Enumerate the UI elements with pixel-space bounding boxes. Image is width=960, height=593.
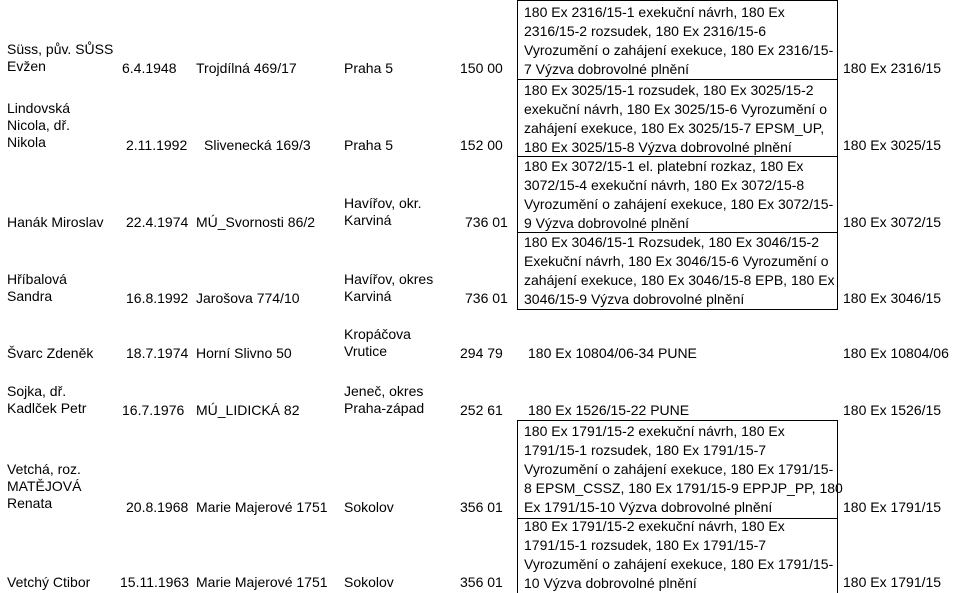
- zip-code: 152 00: [460, 137, 503, 153]
- document-description: 180 Ex 3025/15-1 rozsudek, 180 Ex 3025/15-2 exekuční návrh, 180 Ex 3025/15-6 Vyrozumění o zahájení exekuce, 180 Ex 3025/15-7 EPSM_UP, 180 Ex 3025/15-8 Výzva dobrovolné plnění: [524, 82, 827, 155]
- city: Havířov, okres Karviná: [344, 271, 434, 304]
- document-description: 180 Ex 1526/15-22 PUNE: [528, 402, 690, 418]
- person-name: Vetchý Ctibor: [7, 574, 91, 590]
- case-number: 180 Ex 1791/15: [843, 499, 942, 515]
- person-name: Hříbalová Sandra: [7, 271, 67, 304]
- case-number: 180 Ex 1526/15: [843, 402, 942, 418]
- zip-code: 356 01: [460, 499, 503, 515]
- birth-date: 6.4.1948: [122, 60, 177, 76]
- person-name: Švarc Zdeněk: [7, 345, 94, 361]
- person-name: Hanák Miroslav: [7, 214, 104, 230]
- document-description: 180 Ex 1791/15-2 exekuční návrh, 180 Ex 1791/15-1 rozsudek, 180 Ex 1791/15-7 Vyrozumění o zahájení exekuce, 180 Ex 1791/15- 10 Výzva dobrovolné plnění: [524, 518, 834, 591]
- birth-date: 16.7.1976: [122, 402, 185, 418]
- birth-date: 16.8.1992: [126, 290, 189, 306]
- desc-left-border-lower: [517, 420, 518, 593]
- case-number: 180 Ex 3025/15: [843, 137, 942, 153]
- case-number: 180 Ex 1791/15: [843, 574, 942, 590]
- document-description: 180 Ex 2316/15-1 exekuční návrh, 180 Ex 2316/15-2 rozsudek, 180 Ex 2316/15-6 Vyrozumění o zahájení exekuce, 180 Ex 2316/15- 7 Výzva dobrovolné plnění: [524, 4, 834, 77]
- document-description: 180 Ex 10804/06-34 PUNE: [528, 345, 697, 361]
- desc-row-divider-5: [517, 420, 838, 421]
- city: Havířov, okr. Karviná: [344, 195, 422, 228]
- city: Sokolov: [344, 499, 394, 515]
- desc-top-border: [517, 0, 838, 1]
- zip-code: 252 61: [460, 402, 503, 418]
- case-number: 180 Ex 3046/15: [843, 290, 942, 306]
- desc-left-border-upper: [517, 0, 518, 309]
- person-name: Süss, pův. SŮSS Evžen: [7, 41, 114, 74]
- birth-date: 22.4.1974: [126, 214, 189, 230]
- birth-date: 20.8.1968: [126, 499, 189, 515]
- street-address: Marie Majerové 1751: [196, 499, 328, 515]
- birth-date: 18.7.1974: [126, 345, 189, 361]
- person-name: Lindovská Nicola, dř. Nikola: [7, 100, 71, 150]
- city: Sokolov: [344, 574, 394, 590]
- city: Praha 5: [344, 60, 394, 76]
- person-name: Vetchá, roz. MATĚJOVÁ Renata: [7, 461, 82, 511]
- street-address: Slivenecká 169/3: [204, 137, 311, 153]
- city: Jeneč, okres Praha-západ: [344, 383, 425, 416]
- case-number: 180 Ex 3072/15: [843, 214, 942, 230]
- street-address: Trojdílná 469/17: [196, 60, 297, 76]
- zip-code: 736 01: [465, 290, 508, 306]
- document-description: 180 Ex 1791/15-2 exekuční návrh, 180 Ex 1791/15-1 rozsudek, 180 Ex 1791/15-7 Vyrozumění o zahájení exekuce, 180 Ex 1791/15- 8 EPSM_CSSZ, 180 Ex 1791/15-9 EPPJP_PP, 180 Ex 1791/15-10 Výzva dobrovolné plnění: [524, 423, 843, 515]
- birth-date: 2.11.1992: [126, 137, 188, 153]
- case-number: 180 Ex 2316/15: [843, 60, 942, 76]
- person-name: Sojka, dř. Kadlček Petr: [7, 383, 87, 416]
- document-description: 180 Ex 3072/15-1 el. platební rozkaz, 180 Ex 3072/15-4 exekuční návrh, 180 Ex 3072/15-8 Vyrozumění o zahájení exekuce, 180 Ex 3072/15- 9 Výzva dobrovolné plnění: [524, 158, 834, 231]
- document-description: 180 Ex 3046/15-1 Rozsudek, 180 Ex 3046/15-2 Exekuční návrh, 180 Ex 3046/15-6 Vyrozumění o zahájení exekuce, 180 Ex 3046/15-8 EPB, 180 Ex 3046/15-9 Výzva dobrovolné plnění: [524, 234, 835, 307]
- city: Praha 5: [344, 137, 394, 153]
- city: Kropáčova Vrutice: [344, 326, 411, 359]
- street-address: MÚ_LIDICKÁ 82: [196, 402, 300, 418]
- zip-code: 736 01: [465, 214, 508, 230]
- street-address: Marie Majerové 1751: [196, 574, 328, 590]
- desc-row-divider-1: [517, 79, 838, 80]
- birth-date: 15.11.1963: [120, 574, 190, 590]
- zip-code: 356 01: [460, 574, 503, 590]
- street-address: Horní Slivno 50: [196, 345, 292, 361]
- zip-code: 294 79: [460, 345, 503, 361]
- zip-code: 150 00: [460, 60, 503, 76]
- desc-row-divider-4: [517, 309, 838, 310]
- desc-right-border-upper: [837, 0, 838, 309]
- street-address: Jarošova 774/10: [196, 290, 300, 306]
- case-number: 180 Ex 10804/06: [843, 345, 949, 361]
- street-address: MÚ_Svornosti 86/2: [196, 214, 316, 230]
